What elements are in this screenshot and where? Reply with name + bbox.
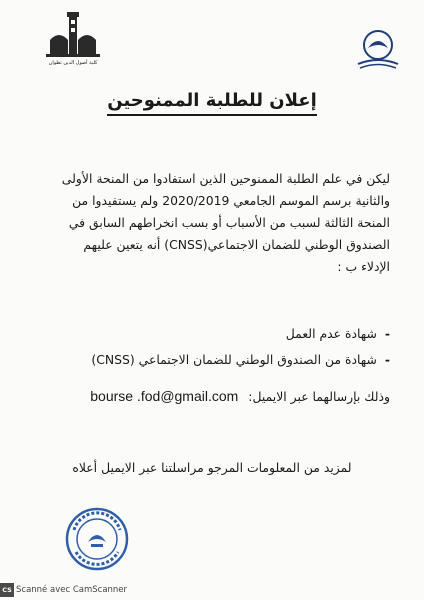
emblem-icon [352,28,404,70]
watermark-text: Scanné avec CamScanner [16,585,128,595]
required-documents-list [70,320,390,372]
university-logo [352,28,404,76]
send-text: وذلك بإرسالهما عبر الايميل: [248,389,390,404]
send-instructions [50,388,390,404]
tower-icon [38,10,108,60]
camscanner-icon: CS [0,583,14,597]
paragraph-line: المنحة الثالثة لسبب من الأسباب أو بسب انخراطهم السابق في [68,215,390,230]
paragraph-line: الصندوق الوطني للضمان الاجتماعي(CNSS) أنه يتعين عليهم [83,237,390,252]
dash-icon: - [384,351,390,367]
paragraph-line: الإدلاء ب : [337,259,390,274]
list-item [70,320,390,346]
faculty-logo-caption: كلية أصول الدين تطوان [48,60,98,66]
email-address[interactable]: bourse .fod@gmail.com [90,388,239,404]
paragraph-line: والثانية برسم الموسم الجامعي 2020/2019 ولم يستفيدوا من [72,193,390,208]
dash-icon: - [384,325,390,341]
list-item-text: شهادة عدم العمل [285,325,377,341]
scanner-watermark [0,582,127,598]
more-info: لمزيد من المعلومات المرجو مراسلتنا عبر الايميل أعلاه [72,460,352,475]
announcement-paragraph [36,168,390,278]
paragraph-line: ليكن في علم الطلبة الممنوحين الذين استفادوا من المنحة الأولى [61,171,390,186]
list-item-text: شهادة من الصندوق الوطني للضمان الاجتماعي (CNSS) [91,351,377,367]
title-text: إعلان للطلبة الممنوحين [107,90,317,116]
announcement-title [0,90,424,111]
faculty-logo [38,10,108,72]
stamp-icon [64,506,130,572]
official-stamp [64,506,130,572]
list-item [70,346,390,372]
